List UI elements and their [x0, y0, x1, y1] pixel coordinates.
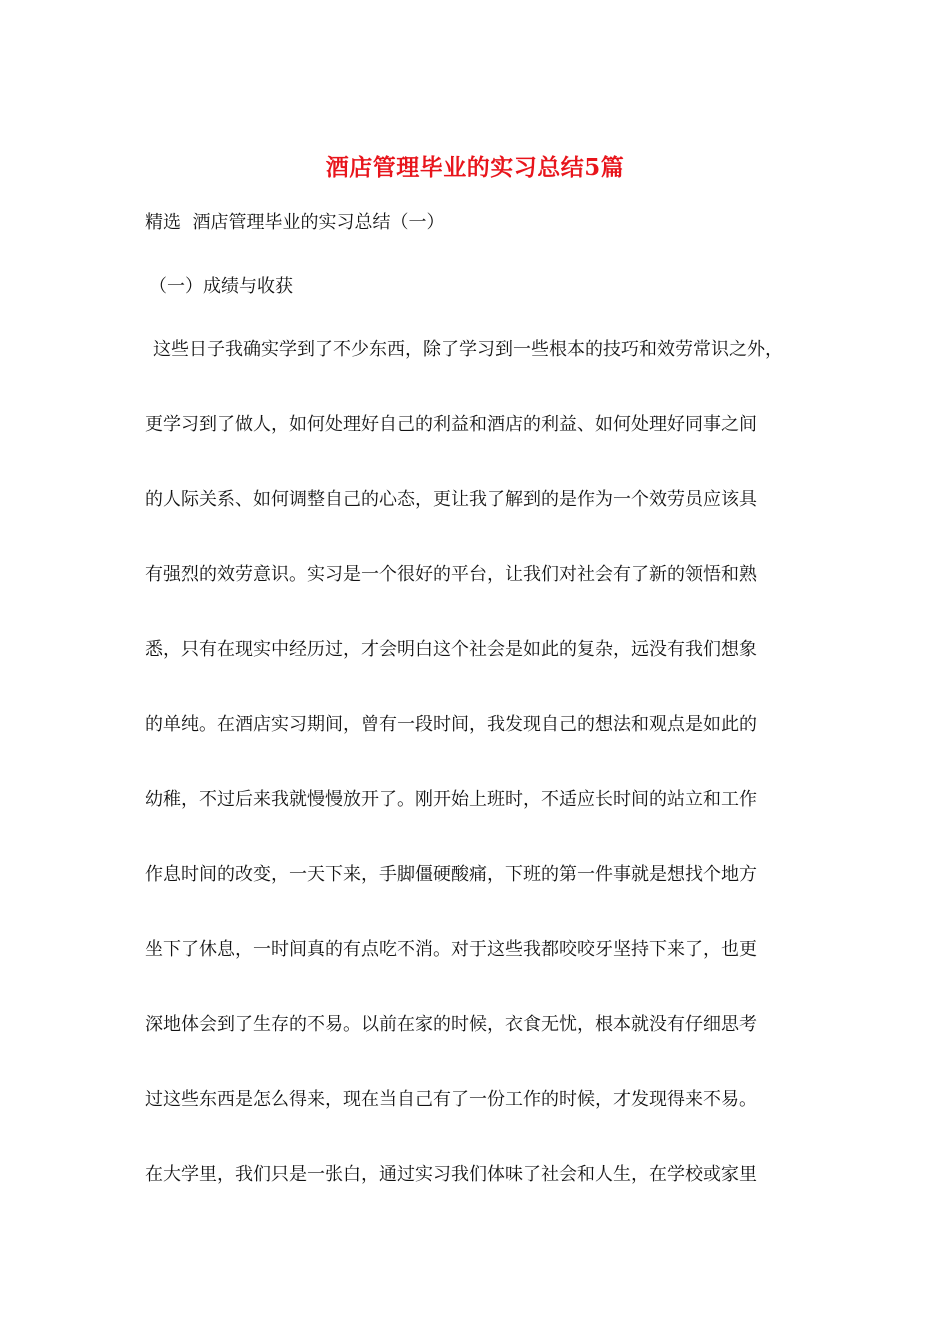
sub-heading: （一）成绩与收获	[149, 276, 293, 297]
body-line: 幼稚，不过后来我就慢慢放开了。刚开始上班时，不适应长时间的站立和工作	[145, 789, 757, 810]
body-line: 过这些东西是怎么得来，现在当自己有了一份工作的时候，才发现得来不易。	[145, 1089, 757, 1110]
body-line: 的人际关系、如何调整自己的心态，更让我了解到的是作为一个效劳员应该具	[145, 489, 757, 510]
body-line: 坐下了休息，一时间真的有点吃不消。对于这些我都咬咬牙坚持下来了，也更	[145, 939, 757, 960]
section-heading: 精选 酒店管理毕业的实习总结（一）	[145, 212, 445, 233]
body-line: 悉，只有在现实中经历过，才会明白这个社会是如此的复杂，远没有我们想象	[145, 639, 757, 660]
body-line: 更学习到了做人，如何处理好自己的利益和酒店的利益、如何处理好同事之间	[145, 414, 757, 435]
body-paragraph	[145, 335, 825, 1235]
body-line: 的单纯。在酒店实习期间，曾有一段时间，我发现自己的想法和观点是如此的	[145, 714, 757, 735]
body-line: 这些日子我确实学到了不少东西，除了学习到一些根本的技巧和效劳常识之外，	[153, 339, 783, 360]
body-line: 深地体会到了生存的不易。以前在家的时候，衣食无忧，根本就没有仔细思考	[145, 1014, 757, 1035]
body-line: 有强烈的效劳意识。实习是一个很好的平台，让我们对社会有了新的领悟和熟	[145, 564, 757, 585]
body-line: 作息时间的改变，一天下来，手脚僵硬酸痛，下班的第一件事就是想找个地方	[145, 864, 757, 885]
body-line: 在大学里，我们只是一张白，通过实习我们体味了社会和人生，在学校或家里	[145, 1164, 757, 1185]
document-title: 酒店管理毕业的实习总结5篇	[325, 154, 625, 181]
